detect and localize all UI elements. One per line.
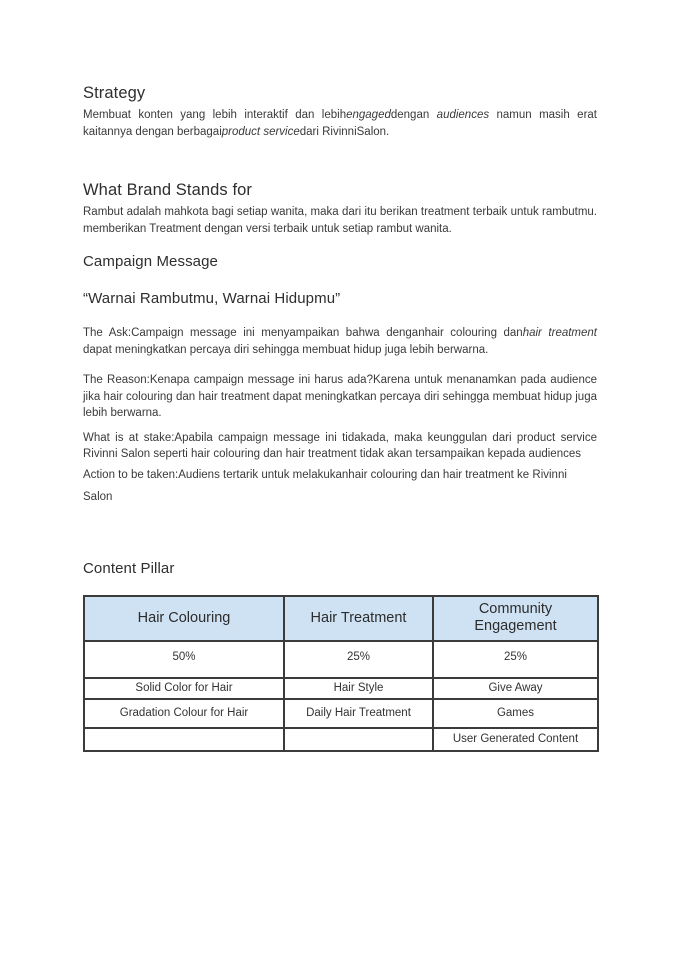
strategy-heading: Strategy <box>83 84 146 102</box>
table-cell-empty <box>284 728 433 751</box>
strategy-paragraph <box>83 107 597 140</box>
pillar-header-hair-treatment: Hair Treatment <box>284 596 433 641</box>
text-run-italic: audiences <box>436 109 490 121</box>
text-run-italic: product service <box>221 125 300 138</box>
text-run: The Ask:Campaign message ini menyampaikan bahwa denganhair colouring dan <box>83 327 523 339</box>
table-cell-empty <box>84 728 284 751</box>
stake-paragraph: What is at stake:Apabila campaign message ini tidakada, maka keunggulan dari product service Rivinni Salon seperti hair colouring dan hair treatment tidak akan tersampaikan kepada audiences <box>83 431 597 460</box>
reason-paragraph: The Reason:Kenapa campaign message ini harus ada?Karena untuk menanamkan pada audience jika hair colouring dan hair treatment dapat meningkatkan percaya diri sehingga membuat hidup juga lebih berwarna. <box>83 374 597 419</box>
ask-paragraph <box>83 325 597 358</box>
content-pillar-heading: Content Pillar <box>83 559 175 577</box>
table-cell: Solid Color for Hair <box>84 678 284 699</box>
campaign-quote: “Warnai Rambutmu, Warnai Hidupmu” <box>83 290 341 307</box>
text-run: namun masih erat kaitannya dengan berbagai <box>83 109 597 138</box>
table-cell: Daily Hair Treatment <box>284 699 433 728</box>
table-row <box>84 678 598 699</box>
table-row <box>84 699 598 728</box>
table-cell: Hair Style <box>284 678 433 699</box>
action-line2: Salon <box>83 491 113 503</box>
table-cell: 25% <box>284 641 433 678</box>
text-run: dari RivinniSalon. <box>299 125 390 138</box>
text-run: Membuat konten yang lebih interaktif dan lebih <box>83 109 347 121</box>
table-cell: Gradation Colour for Hair <box>84 699 284 728</box>
table-header-row <box>84 596 598 641</box>
text-run-italic: engaged <box>346 109 391 121</box>
table-row <box>84 728 598 751</box>
action-paragraph: Action to be taken:Audiens tertarik untuk melakukanhair colouring dan hair treatment ke Rivinni <box>83 468 567 481</box>
table-row-percentages <box>84 641 598 678</box>
table-cell: 50% <box>84 641 284 678</box>
table-cell: 25% <box>433 641 598 678</box>
content-pillar-table <box>83 595 599 752</box>
table-cell: User Generated Content <box>433 728 598 751</box>
text-run: dengan <box>390 109 437 121</box>
text-run-italic: hair treatment <box>522 327 597 339</box>
pillar-header-hair-colouring: Hair Colouring <box>84 596 284 641</box>
table-cell: Games <box>433 699 598 728</box>
campaign-heading: Campaign Message <box>83 253 219 270</box>
table-cell: Give Away <box>433 678 598 699</box>
text-run: dapat meningkatkan percaya diri sehingga membuat hidup juga lebih berwarna. <box>83 343 489 356</box>
brand-heading: What Brand Stands for <box>83 181 253 199</box>
pillar-header-community-engagement: Community Engagement <box>433 596 598 641</box>
brand-paragraph: Rambut adalah mahkota bagi setiap wanita, maka dari itu berikan treatment terbaik untuk rambutmu. memberikan Treatment dengan versi terbaik untuk setiap rambut wanita. <box>83 206 597 235</box>
